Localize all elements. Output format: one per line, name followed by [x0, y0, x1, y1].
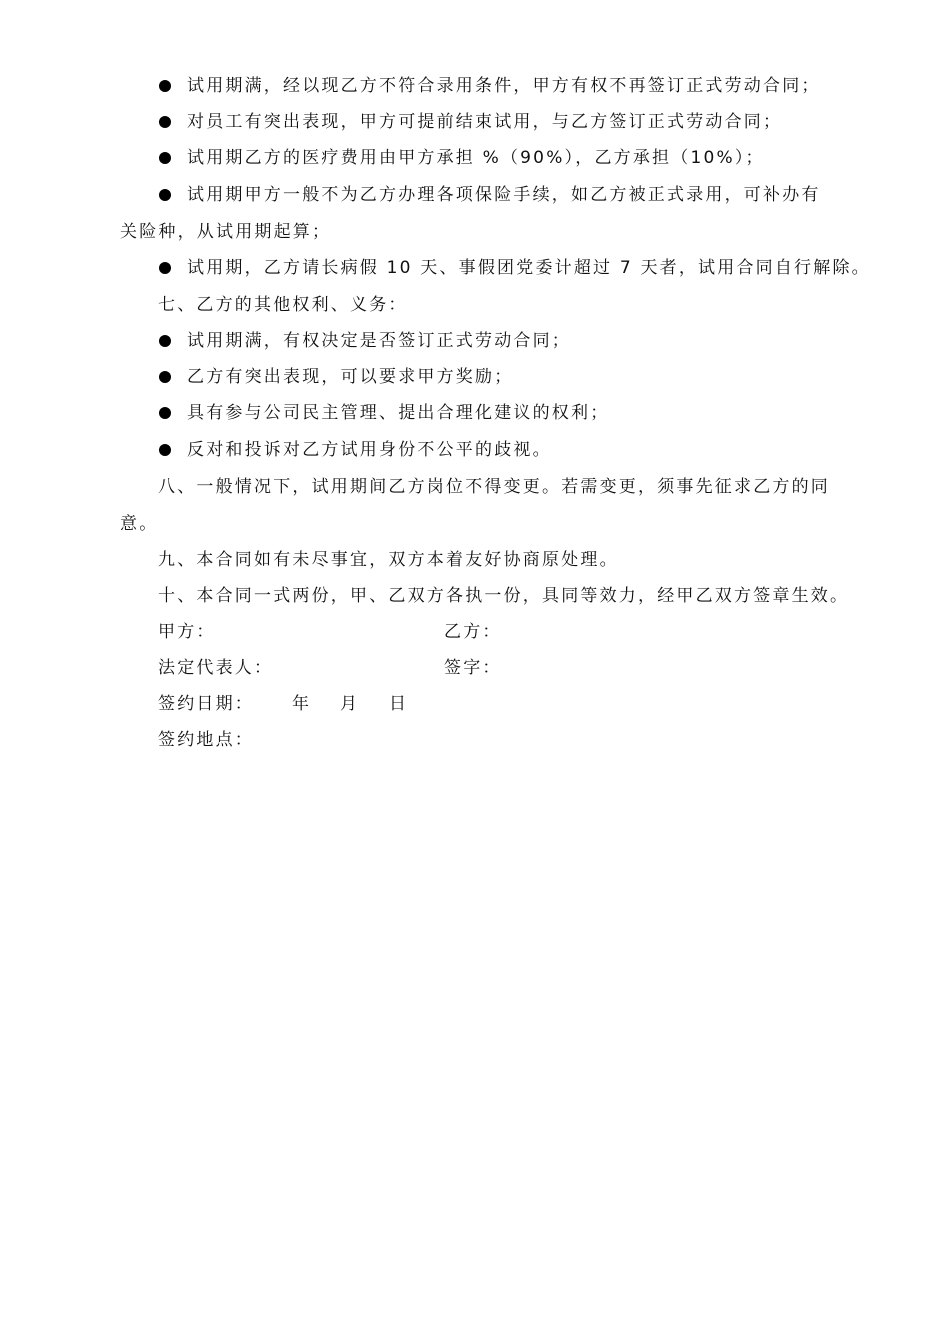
list-item [0, 177, 950, 213]
list-item [0, 359, 950, 395]
day-label: 日 [389, 694, 409, 714]
year-label: 年 [292, 694, 312, 714]
sign-label: 签字： [444, 658, 502, 678]
signature-row [0, 686, 950, 722]
section-8-text: 八、一般情况下，试用期间乙方岗位不得变更。若需变更，须事先征求乙方的同 [158, 477, 830, 497]
paragraph-continuation [0, 506, 950, 542]
list-item [0, 140, 950, 176]
month-label: 月 [340, 694, 360, 714]
list-item-text: 乙方有突出表现，可以要求甲方奖励； [187, 367, 514, 387]
bullet-icon [159, 407, 171, 419]
legal-rep-label: 法定代表人： [158, 658, 274, 678]
list-item-text: 对员工有突出表现，甲方可提前结束试用，与乙方签订正式劳动合同； [187, 112, 783, 132]
list-item-text: 关险种，从试用期起算； [120, 222, 332, 242]
list-item-text: 试用期乙方的医疗费用由甲方承担 %（90%），乙方承担（10%）； [187, 148, 765, 168]
list-item-text: 试用期满，经以现乙方不符合录用条件，甲方有权不再签订正式劳动合同； [187, 76, 821, 96]
list-item [0, 323, 950, 359]
bullet-icon [159, 371, 171, 383]
section-10-text: 十、本合同一式两份，甲、乙双方各执一份，具同等效力，经甲乙双方签章生效。 [158, 586, 850, 606]
paragraph [0, 469, 950, 505]
list-item-text: 试用期甲方一般不为乙方办理各项保险手续，如乙方被正式录用，可补办有 [187, 185, 821, 205]
bullet-icon [159, 189, 171, 201]
list-item-text: 试用期满，有权决定是否签订正式劳动合同； [187, 331, 571, 351]
party-a-label: 甲方： [158, 622, 216, 642]
list-item-text: 试用期，乙方请长病假 10 天、事假团党委计超过 7 天者，试用合同自行解除。 [187, 258, 871, 278]
list-item-continuation [0, 214, 950, 250]
section-7-heading: 七、乙方的其他权利、义务： [158, 295, 408, 315]
list-item [0, 104, 950, 140]
list-item-text: 具有参与公司民主管理、提出合理化建议的权利； [187, 403, 610, 423]
list-item [0, 395, 950, 431]
party-b-label: 乙方： [444, 622, 502, 642]
list-item [0, 68, 950, 104]
section-8-text-cont: 意。 [120, 514, 159, 534]
place-label: 签约地点： [158, 730, 254, 750]
list-item-text: 反对和投诉对乙方试用身份不公平的歧视。 [187, 440, 552, 460]
list-item [0, 250, 950, 286]
paragraph [0, 578, 950, 614]
signature-row [0, 614, 950, 650]
signature-row [0, 650, 950, 686]
bullet-icon [159, 444, 171, 456]
paragraph [0, 542, 950, 578]
section-heading [0, 287, 950, 323]
signature-row [0, 722, 950, 758]
bullet-icon [159, 80, 171, 92]
date-label: 签约日期： [158, 694, 254, 714]
bullet-icon [159, 116, 171, 128]
list-item [0, 432, 950, 468]
bullet-icon [159, 152, 171, 164]
section-9-text: 九、本合同如有未尽事宜，双方本着友好协商原处理。 [158, 550, 619, 570]
bullet-icon [159, 262, 171, 274]
bullet-icon [159, 335, 171, 347]
